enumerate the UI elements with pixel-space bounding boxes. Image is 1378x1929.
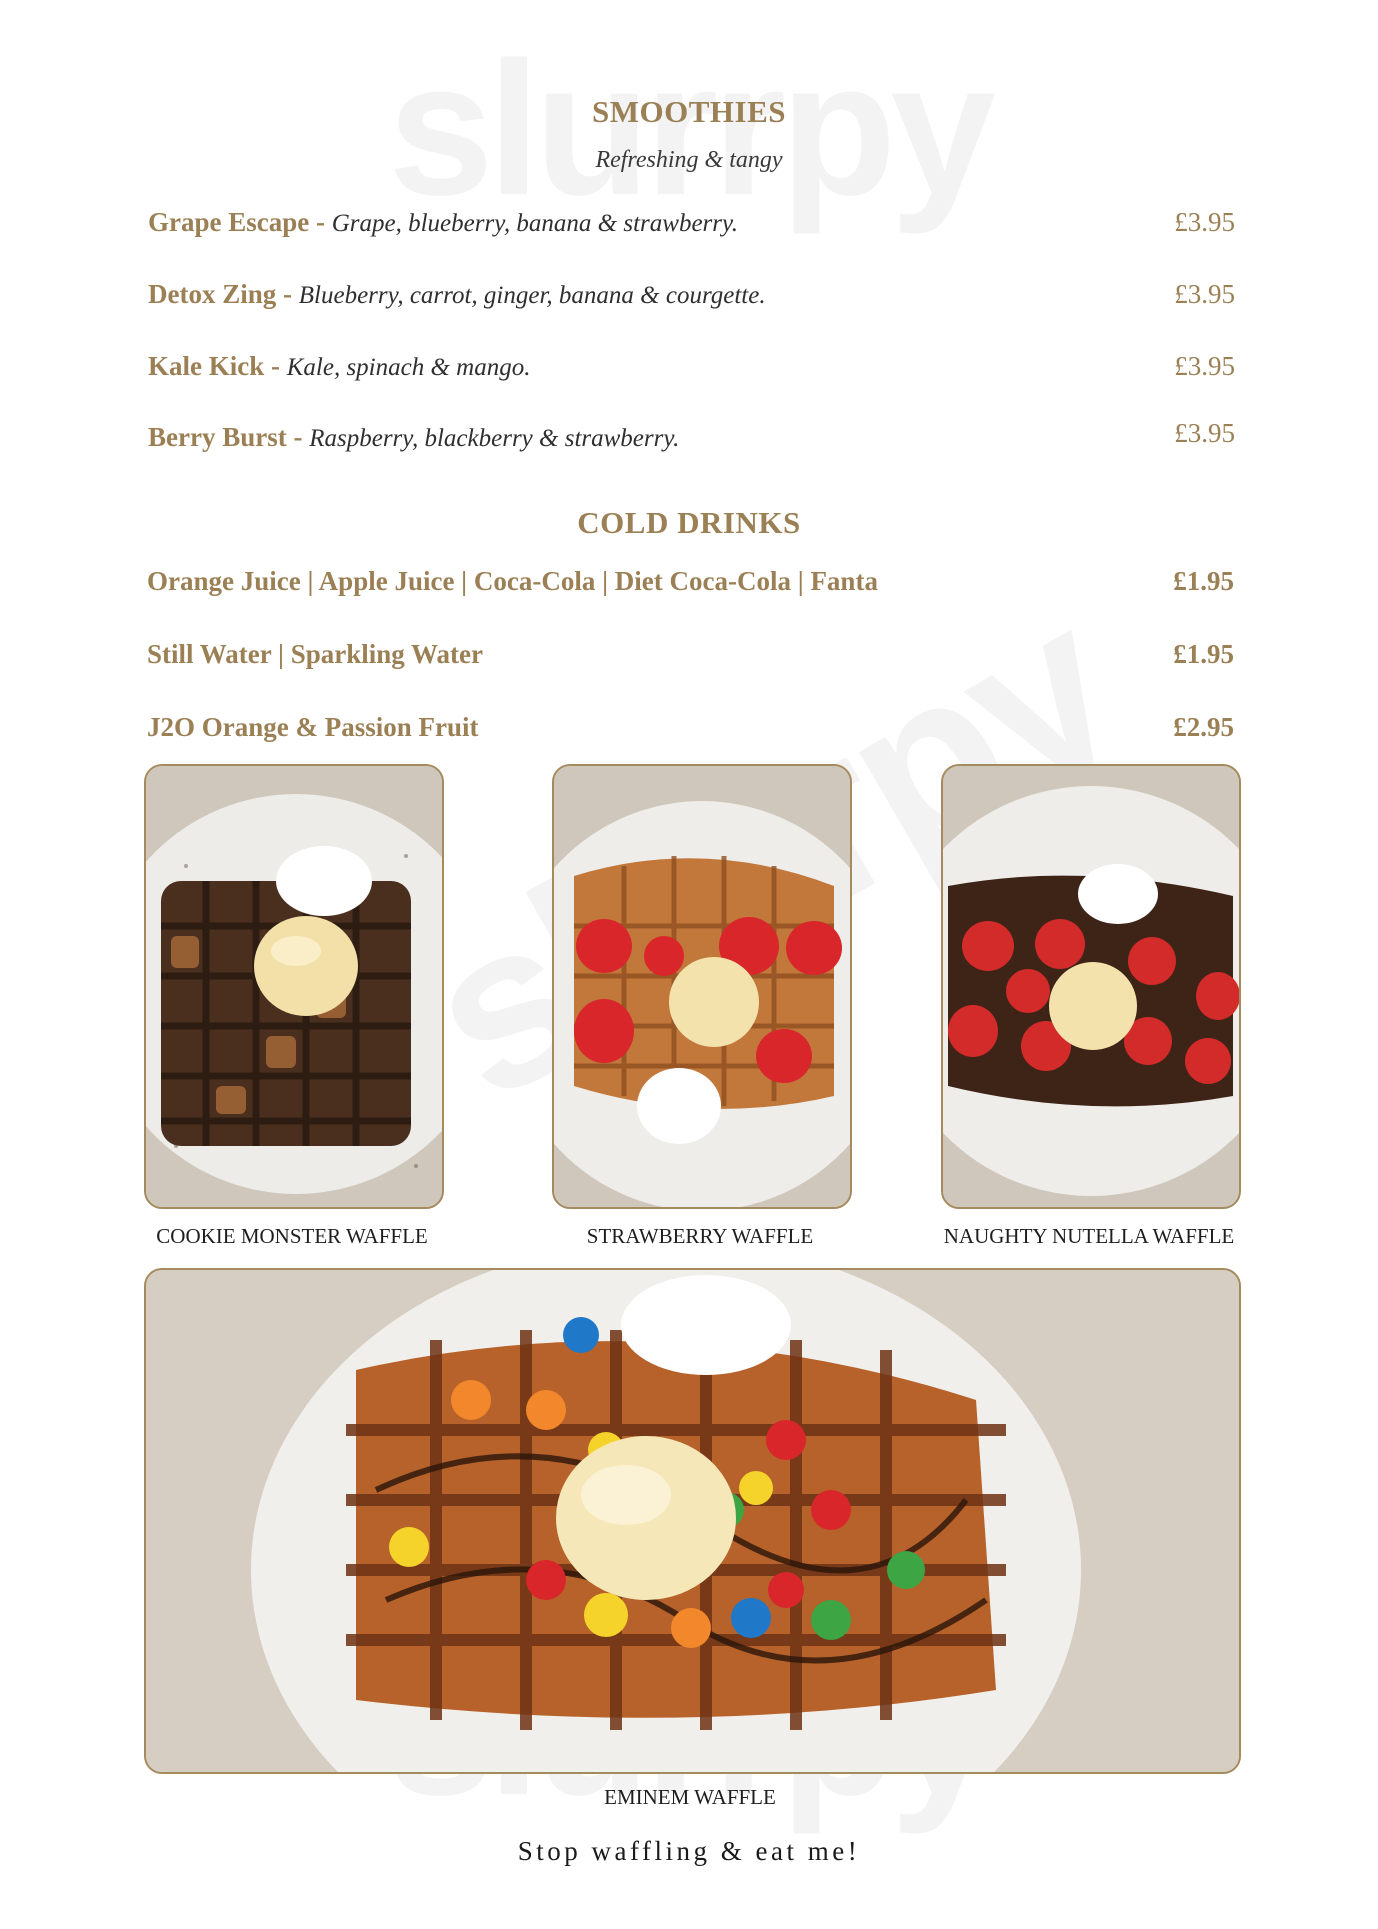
item-description: Raspberry, blackberry & strawberry. (309, 425, 680, 452)
eminem-waffle-caption: EMINEM WAFFLE (604, 1785, 776, 1809)
item-price: £3.95 (1174, 418, 1235, 448)
item-price: £3.95 (1174, 207, 1235, 237)
menu-item (148, 207, 1235, 243)
item-name: Berry Burst - (148, 422, 310, 452)
menu-item (147, 566, 1234, 602)
item-name: Grape Escape - (148, 207, 332, 237)
smoothies-heading: SMOOTHIES (592, 94, 786, 129)
cookie-monster-waffle-caption: COOKIE MONSTER WAFFLE (156, 1224, 428, 1248)
menu-item (148, 351, 1235, 387)
item-description: Kale, spinach & mango. (286, 354, 531, 381)
item-description: Blueberry, carrot, ginger, banana & courgette. (298, 282, 766, 309)
item-name: Orange Juice | Apple Juice | Coca-Cola | Diet Coca-Cola | Fanta (147, 566, 878, 596)
menu-item (147, 639, 1234, 675)
smoothies-subheading: Refreshing & tangy (595, 147, 783, 173)
cold-drinks-heading: COLD DRINKS (577, 505, 801, 540)
strawberry-waffle-caption: STRAWBERRY WAFFLE (586, 1224, 814, 1248)
item-name: Detox Zing - (148, 279, 299, 309)
item-name: J2O Orange & Passion Fruit (147, 712, 479, 742)
menu-item (148, 418, 1235, 458)
eminem-waffle-photo (144, 1268, 1241, 1774)
cookie-monster-waffle-photo (144, 764, 444, 1209)
menu-item (148, 279, 1235, 315)
tagline: Stop waffling & eat me! (517, 1836, 861, 1866)
menu-item (147, 712, 1234, 748)
item-price: £1.95 (1173, 639, 1234, 669)
item-name: Kale Kick - (148, 351, 287, 381)
item-price: £1.95 (1173, 566, 1234, 596)
naughty-nutella-waffle-photo (941, 764, 1241, 1209)
item-name: Still Water | Sparkling Water (147, 639, 483, 669)
item-price: £2.95 (1173, 712, 1234, 742)
strawberry-waffle-photo (552, 764, 852, 1209)
item-price: £3.95 (1174, 279, 1235, 309)
item-description: Grape, blueberry, banana & strawberry. (331, 210, 738, 237)
item-price: £3.95 (1174, 351, 1235, 381)
naughty-nutella-waffle-caption: NAUGHTY NUTELLA WAFFLE (943, 1224, 1235, 1248)
